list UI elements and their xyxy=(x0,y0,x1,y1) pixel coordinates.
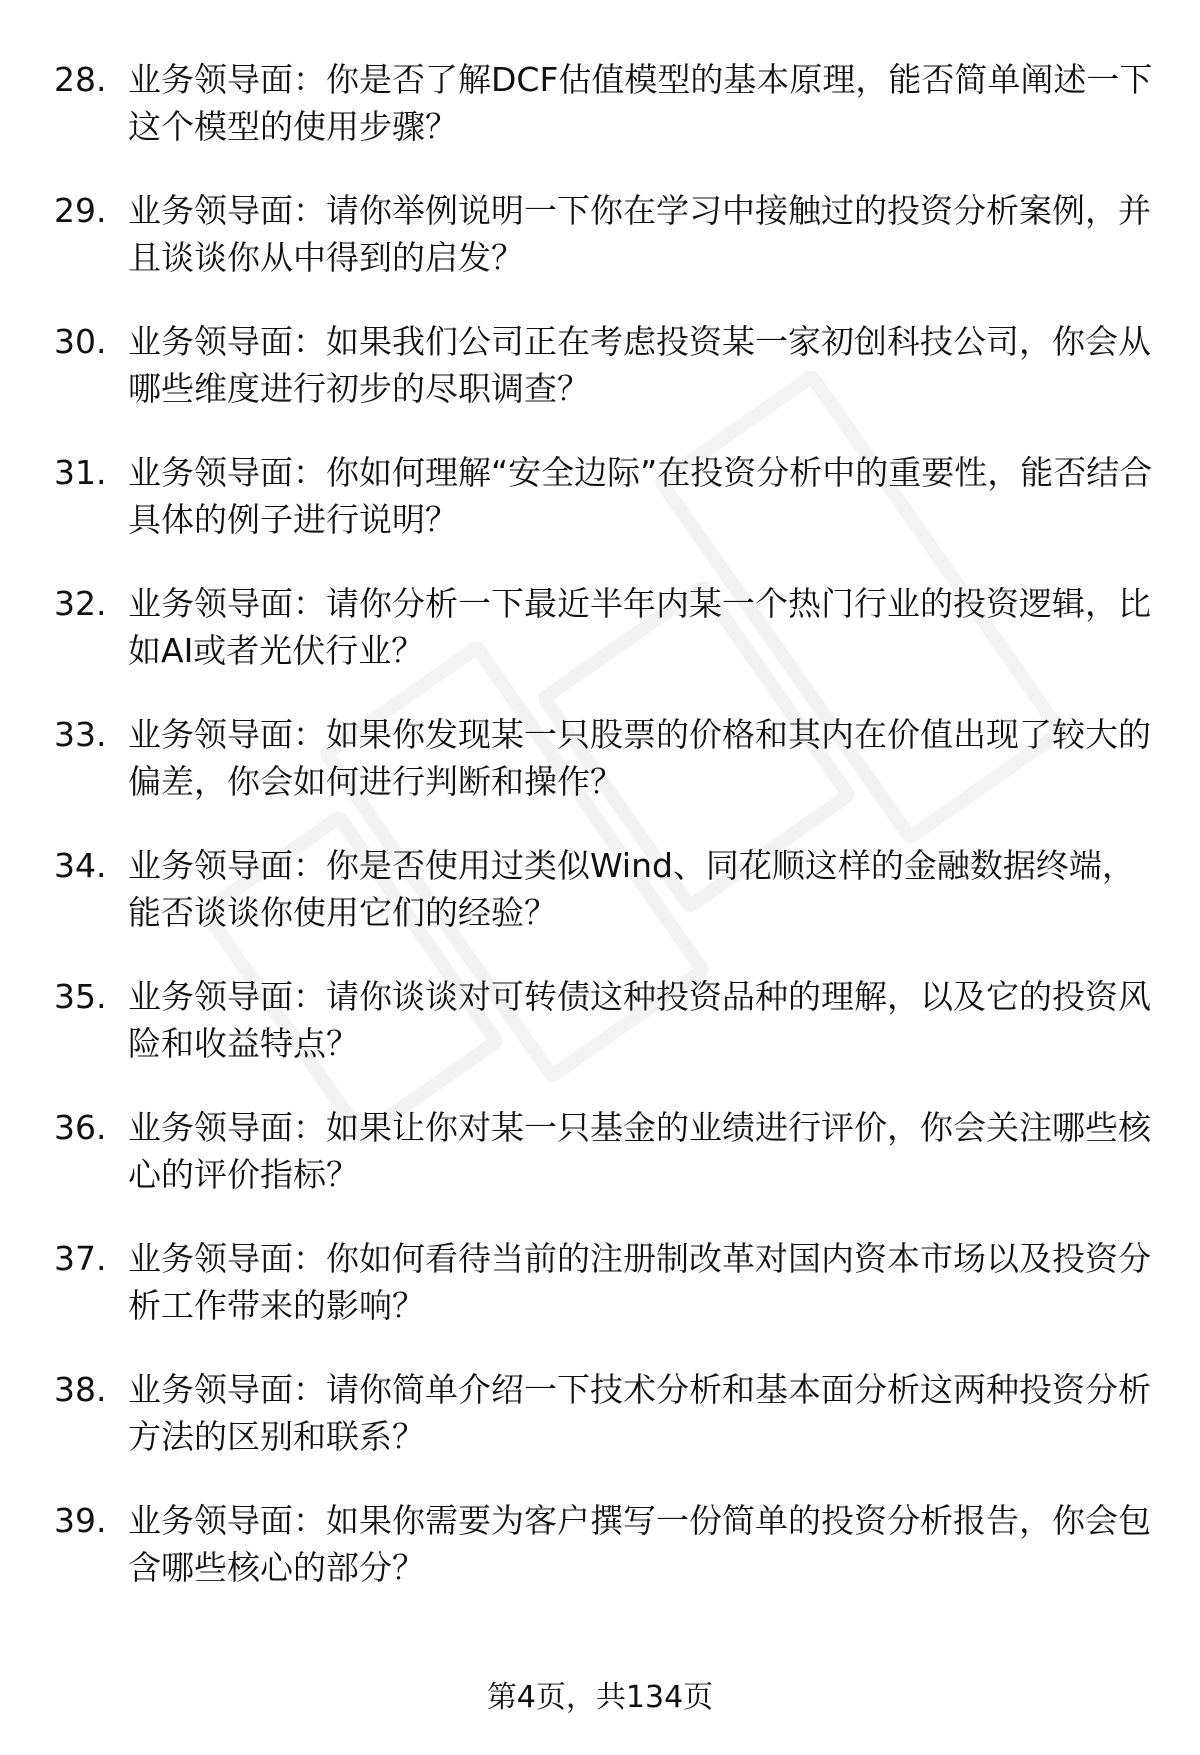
question-item xyxy=(0,187,1200,318)
question-list xyxy=(0,56,1200,1628)
page-number-footer: 第4页，共134页 xyxy=(486,1680,714,1715)
question-text: 业务领导面：请你分析一下最近半年内某一个热门行业的投资逻辑，比如AI或者光伏行业？ xyxy=(128,584,1151,670)
question-item xyxy=(0,1104,1200,1235)
question-item xyxy=(0,56,1200,187)
question-number: 39. xyxy=(54,1501,107,1540)
question-item xyxy=(0,1235,1200,1366)
question-item xyxy=(0,318,1200,449)
question-text: 业务领导面：请你举例说明一下你在学习中接触过的投资分析案例，并且谈谈你从中得到的启发？ xyxy=(128,191,1151,277)
question-item xyxy=(0,1497,1200,1628)
question-number: 34. xyxy=(54,846,107,885)
question-number: 35. xyxy=(54,977,107,1016)
question-text: 业务领导面：请你谈谈对可转债这种投资品种的理解，以及它的投资风险和收益特点？ xyxy=(128,977,1151,1063)
question-number: 38. xyxy=(54,1370,107,1409)
question-item xyxy=(0,711,1200,842)
question-text: 业务领导面：你是否使用过类似Wind、同花顺这样的金融数据终端，能否谈谈你使用它们的经验？ xyxy=(128,846,1135,932)
question-number: 37. xyxy=(54,1239,107,1278)
question-text: 业务领导面：你是否了解DCF估值模型的基本原理，能否简单阐述一下这个模型的使用步骤？ xyxy=(128,60,1153,146)
question-number: 32. xyxy=(54,584,107,623)
question-item xyxy=(0,842,1200,973)
question-item xyxy=(0,449,1200,580)
question-text: 业务领导面：你如何看待当前的注册制改革对国内资本市场以及投资分析工作带来的影响？ xyxy=(128,1239,1151,1325)
question-number: 36. xyxy=(54,1108,107,1147)
question-number: 30. xyxy=(54,322,107,361)
question-item xyxy=(0,1366,1200,1497)
question-number: 29. xyxy=(54,191,107,230)
question-item xyxy=(0,973,1200,1104)
question-text: 业务领导面：你如何理解“安全边际”在投资分析中的重要性，能否结合具体的例子进行说明？ xyxy=(128,453,1153,539)
question-number: 33. xyxy=(54,715,107,754)
question-text: 业务领导面：如果让你对某一只基金的业绩进行评价，你会关注哪些核心的评价指标？ xyxy=(128,1108,1151,1194)
question-item xyxy=(0,580,1200,711)
question-number: 31. xyxy=(54,453,107,492)
question-number: 28. xyxy=(54,60,107,99)
question-text: 业务领导面：如果你需要为客户撰写一份简单的投资分析报告，你会包含哪些核心的部分？ xyxy=(128,1501,1151,1587)
question-text: 业务领导面：请你简单介绍一下技术分析和基本面分析这两种投资分析方法的区别和联系？ xyxy=(128,1370,1151,1456)
question-text: 业务领导面：如果我们公司正在考虑投资某一家初创科技公司，你会从哪些维度进行初步的尽职调查？ xyxy=(128,322,1151,408)
question-text: 业务领导面：如果你发现某一只股票的价格和其内在价值出现了较大的偏差，你会如何进行判断和操作？ xyxy=(128,715,1151,801)
